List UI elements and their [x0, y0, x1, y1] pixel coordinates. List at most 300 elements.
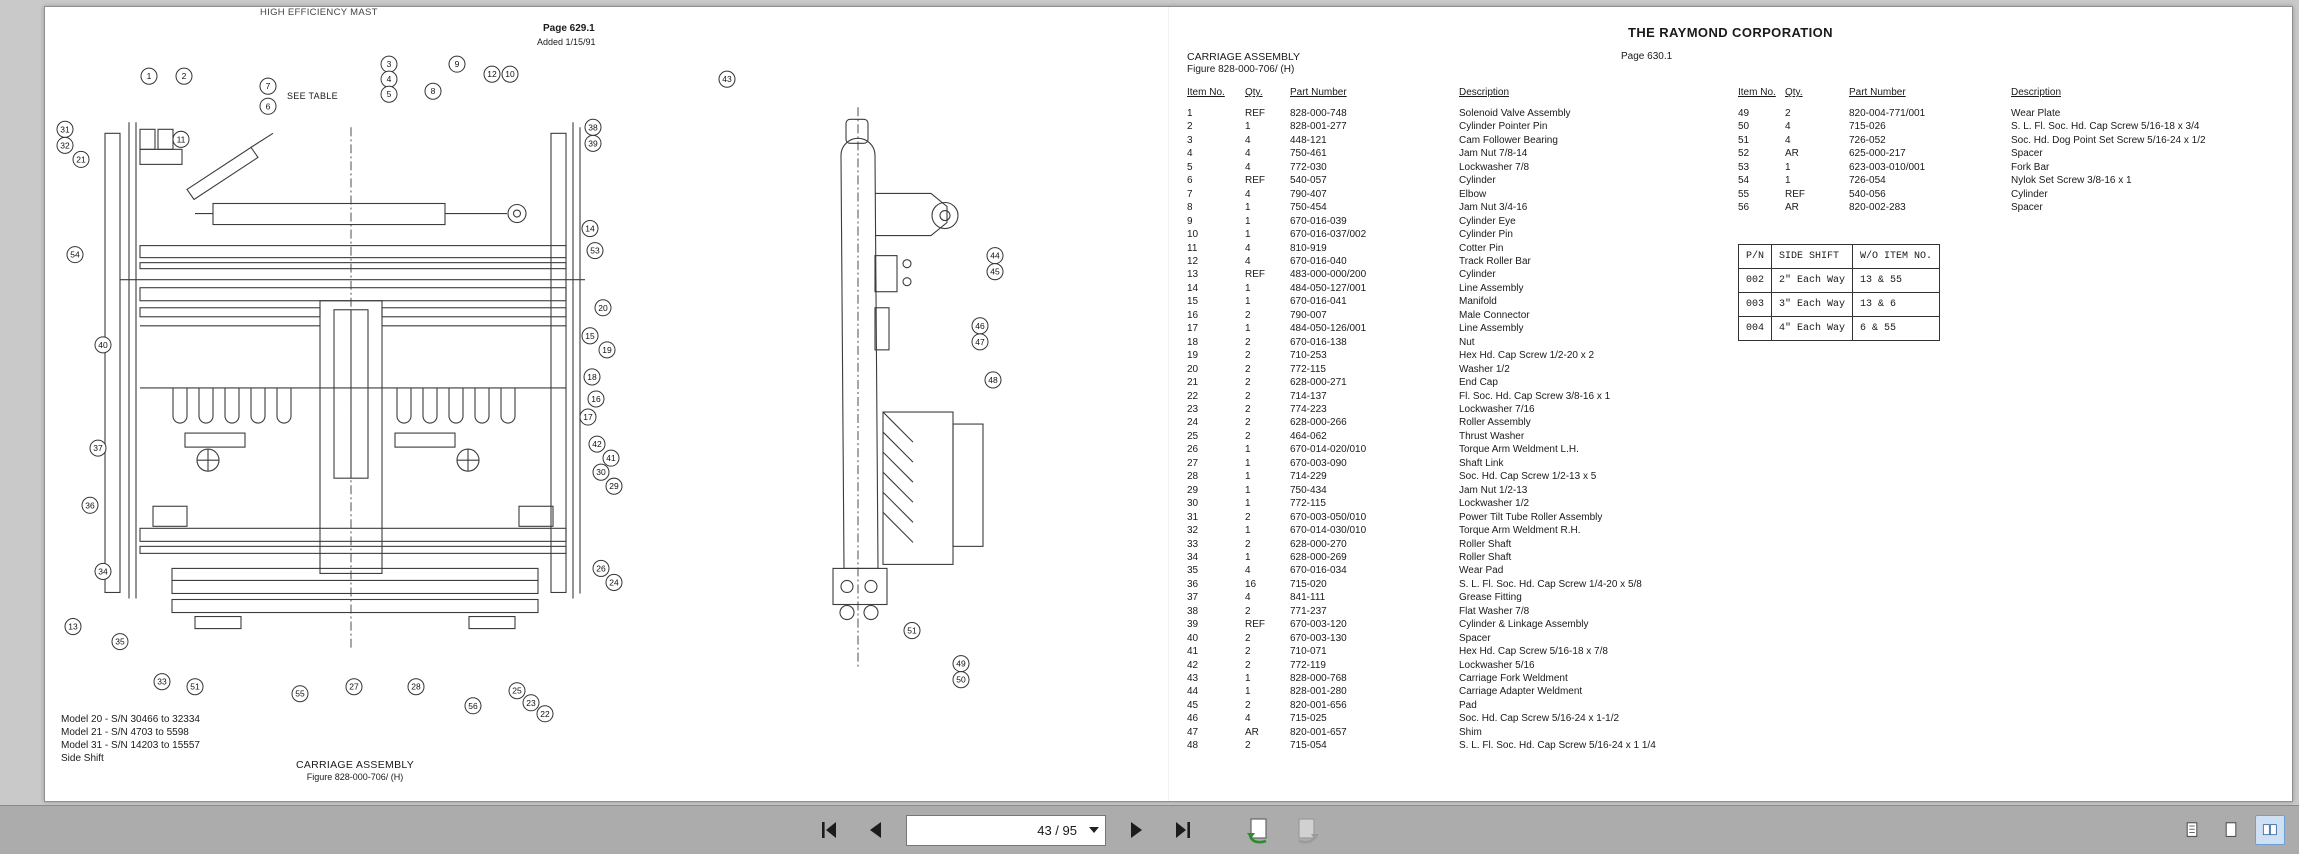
callout-45 — [987, 264, 1003, 280]
figure-caption — [225, 759, 485, 782]
table-cell: 1 — [1245, 551, 1251, 563]
svg-text:50: 50 — [956, 674, 966, 685]
table-cell: 1 — [1245, 686, 1251, 698]
table-cell: 41 — [1187, 646, 1199, 658]
table-cell: 715-025 — [1290, 713, 1327, 725]
table-cell: 2 — [1245, 430, 1251, 442]
table-row — [1187, 470, 2262, 483]
table-row — [1187, 578, 2262, 591]
table-row — [1738, 188, 2283, 201]
table-row — [1187, 564, 2262, 577]
svg-text:11: 11 — [176, 134, 186, 145]
table-cell: 1 — [1245, 525, 1251, 537]
table-cell: 714-137 — [1290, 390, 1327, 402]
svg-text:6: 6 — [265, 101, 271, 112]
callout-12 — [484, 66, 500, 82]
table-row — [1187, 336, 2262, 349]
svg-text:48: 48 — [988, 374, 998, 385]
callout-4 — [381, 71, 397, 87]
table-cell: 4 — [1245, 161, 1251, 173]
model-line: Model 21 - S/N 4703 to 5598 — [61, 727, 189, 738]
table-cell: Jam Nut 3/4-16 — [1459, 202, 1528, 214]
table-row — [1738, 147, 2283, 160]
table-cell: Roller Shaft — [1459, 551, 1512, 563]
table-cell: 771-237 — [1290, 605, 1327, 617]
previous-view-button[interactable] — [1240, 812, 1276, 848]
table-cell: 820-004-771/001 — [1849, 108, 1926, 119]
svg-text:49: 49 — [956, 658, 966, 669]
col-header-qty: Qty. — [1245, 87, 1263, 98]
table-cell: 483-000-000/200 — [1290, 269, 1367, 281]
table-row — [1187, 295, 2262, 308]
table-cell: 24 — [1187, 417, 1199, 429]
table-cell: 16 — [1245, 578, 1257, 590]
table-row — [1187, 443, 2262, 456]
svg-text:18: 18 — [587, 371, 597, 382]
callout-17 — [580, 409, 596, 425]
next-page-button[interactable] — [1119, 813, 1153, 847]
svg-text:36: 36 — [85, 500, 95, 511]
table-row — [1187, 605, 2262, 618]
table-cell: 2" Each Way — [1772, 269, 1853, 293]
table-cell: 2 — [1245, 605, 1251, 617]
table-cell: Roller Assembly — [1459, 417, 1531, 429]
svg-text:13: 13 — [68, 621, 78, 632]
callout-43 — [719, 71, 735, 87]
table-row — [1187, 712, 2262, 725]
single-page-view-button[interactable] — [2216, 815, 2246, 845]
callout-6 — [260, 98, 276, 114]
page-dropdown-icon[interactable] — [1089, 827, 1099, 833]
table-cell: 10 — [1187, 229, 1199, 241]
table-cell: 18 — [1187, 336, 1199, 348]
table-cell: Cam Follower Bearing — [1459, 134, 1558, 146]
first-page-button[interactable] — [812, 813, 846, 847]
svg-text:8: 8 — [430, 86, 436, 97]
table-cell: 56 — [1738, 202, 1750, 214]
callout-15 — [582, 328, 598, 344]
table-row — [1738, 120, 2283, 133]
table-cell: 1 — [1245, 444, 1251, 456]
manual-page-630 — [1168, 7, 2292, 801]
table-cell: 715-020 — [1290, 578, 1327, 590]
table-cell: 4" Each Way — [1772, 317, 1853, 341]
table-row — [1187, 699, 2262, 712]
table-cell: 16 — [1187, 309, 1199, 321]
table-cell: Jam Nut 1/2-13 — [1459, 484, 1528, 496]
facing-pages-view-icon — [2262, 819, 2278, 841]
table-row — [1187, 215, 2262, 228]
table-cell: 33 — [1187, 538, 1199, 550]
svg-text:5: 5 — [386, 89, 392, 100]
table-cell: 2 — [1245, 309, 1251, 321]
table-cell: 628-000-271 — [1290, 377, 1347, 389]
table-cell: 2 — [1245, 699, 1251, 711]
callout-49 — [953, 656, 969, 672]
table-cell: Carriage Fork Weldment — [1459, 673, 1568, 685]
table-cell: 540-056 — [1849, 188, 1886, 200]
table-cell: 4 — [1785, 121, 1791, 133]
svg-text:28: 28 — [411, 681, 421, 692]
table-cell: Lockwasher 7/8 — [1459, 161, 1530, 173]
table-cell: 5 — [1187, 161, 1193, 173]
table-cell: 1 — [1245, 215, 1251, 227]
revision-date-label: Added 1/15/91 — [537, 37, 596, 47]
table-cell: 670-003-090 — [1290, 457, 1347, 469]
table-cell: Flat Washer 7/8 — [1459, 605, 1530, 617]
table-cell: 53 — [1738, 161, 1750, 173]
table-cell: Soc. Hd. Cap Screw 5/16-24 x 1-1/2 — [1459, 713, 1620, 725]
callout-16 — [588, 391, 604, 407]
table-cell: Shaft Link — [1459, 457, 1504, 469]
table-cell: 1 — [1245, 673, 1251, 685]
callout-41 — [603, 450, 619, 466]
side-shift-header-wo: W/O ITEM NO. — [1853, 245, 1940, 269]
table-cell: Torque Arm Weldment R.H. — [1459, 525, 1581, 537]
next-view-button[interactable] — [1289, 812, 1325, 848]
table-cell: 1 — [1245, 323, 1251, 335]
callout-24 — [606, 574, 622, 590]
svg-text:34: 34 — [98, 566, 108, 577]
svg-text:7: 7 — [265, 81, 271, 92]
table-row — [1187, 497, 2262, 510]
see-table-note: SEE TABLE — [287, 91, 338, 101]
previous-page-icon — [865, 819, 887, 841]
model-list — [61, 713, 200, 765]
table-cell: Pad — [1459, 699, 1477, 711]
table-cell: 2 — [1245, 659, 1251, 671]
table-cell: Carriage Adapter Weldment — [1459, 686, 1583, 698]
table-row — [1187, 672, 2262, 685]
table-cell: Track Roller Bar — [1459, 255, 1531, 267]
svg-text:45: 45 — [990, 266, 1000, 277]
previous-page-button[interactable] — [859, 813, 893, 847]
table-cell: 004 — [1739, 317, 1772, 341]
table-cell: 2 — [1245, 377, 1251, 389]
table-cell: 36 — [1187, 578, 1199, 590]
callout-18 — [584, 369, 600, 385]
table-cell: 670-003-050/010 — [1290, 511, 1367, 523]
table-cell: 55 — [1738, 188, 1750, 200]
continuous-view-button[interactable] — [2177, 815, 2207, 845]
callout-23 — [523, 695, 539, 711]
table-cell: 750-454 — [1290, 202, 1327, 214]
assembly-title: CARRIAGE ASSEMBLY — [1187, 51, 1301, 63]
callout-33 — [154, 674, 170, 690]
callout-31 — [57, 121, 73, 137]
callout-28 — [408, 679, 424, 695]
table-row — [1738, 134, 2283, 147]
table-cell: Cylinder & Linkage Assembly — [1459, 619, 1589, 631]
table-cell: 9 — [1187, 215, 1193, 227]
table-row — [1187, 349, 2262, 362]
table-cell: 670-016-039 — [1290, 215, 1347, 227]
table-cell: 715-054 — [1290, 740, 1327, 752]
table-row — [1187, 551, 2262, 564]
table-row — [1187, 645, 2262, 658]
table-row — [1187, 282, 2262, 295]
table-cell: 670-016-041 — [1290, 296, 1347, 308]
callout-35 — [112, 634, 128, 650]
table-row — [1187, 228, 2262, 241]
table-cell: Male Connector — [1459, 309, 1530, 321]
callout-5 — [381, 86, 397, 102]
table-cell: 8 — [1187, 202, 1193, 214]
table-row — [1739, 293, 1940, 317]
side-shift-body — [1739, 269, 1940, 341]
facing-pages-view-button[interactable] — [2255, 815, 2285, 845]
table-cell: 484-050-126/001 — [1290, 323, 1367, 335]
callout-48 — [985, 372, 1001, 388]
table-cell: 4 — [1245, 713, 1251, 725]
table-row — [1738, 161, 2283, 174]
callout-51 — [187, 679, 203, 695]
col-header-description: Description — [1459, 87, 1510, 98]
pdf-document-spread — [44, 6, 2293, 802]
table-row — [1187, 659, 2262, 672]
table-cell: 4 — [1245, 134, 1251, 146]
callout-56 — [465, 698, 481, 714]
table-cell: 820-001-656 — [1290, 699, 1347, 711]
svg-text:14: 14 — [585, 223, 595, 234]
table-cell: Cylinder — [2011, 188, 2048, 200]
table-cell: Power Tilt Tube Roller Assembly — [1459, 511, 1603, 523]
callout-29 — [606, 478, 622, 494]
company-header: THE RAYMOND CORPORATION — [1628, 25, 1833, 40]
table-cell: Cylinder Eye — [1459, 215, 1516, 227]
svg-text:10: 10 — [505, 69, 515, 80]
table-cell: 35 — [1187, 565, 1199, 577]
table-cell: 12 — [1187, 255, 1199, 267]
table-cell: 628-000-270 — [1290, 538, 1347, 550]
col-header-item-no: Item No. — [1738, 87, 1776, 98]
svg-text:29: 29 — [609, 481, 619, 492]
svg-text:12: 12 — [487, 69, 497, 80]
table-row — [1187, 416, 2262, 429]
table-cell: 25 — [1187, 430, 1199, 442]
table-cell: REF — [1245, 269, 1265, 281]
table-cell: 13 & 6 — [1853, 293, 1940, 317]
table-cell: 464-062 — [1290, 430, 1327, 442]
table-cell: Shim — [1459, 726, 1482, 738]
svg-text:38: 38 — [588, 122, 598, 133]
callout-21 — [73, 151, 89, 167]
diagram-linework — [105, 107, 983, 668]
running-header: HIGH EFFICIENCY MAST — [260, 7, 378, 18]
table-row — [1738, 107, 2283, 120]
callout-46 — [972, 318, 988, 334]
svg-text:17: 17 — [583, 412, 593, 423]
last-page-icon — [1172, 819, 1194, 841]
table-cell: 34 — [1187, 551, 1199, 563]
table-cell: 810-919 — [1290, 242, 1327, 254]
side-shift-header-pn: P/N — [1739, 245, 1772, 269]
table-cell: 6 & 55 — [1853, 317, 1940, 341]
table-cell: 2 — [1245, 538, 1251, 550]
svg-text:27: 27 — [349, 681, 359, 692]
callout-8 — [425, 83, 441, 99]
callout-25 — [509, 683, 525, 699]
col-header-description: Description — [2011, 87, 2062, 98]
callout-2 — [176, 68, 192, 84]
svg-text:30: 30 — [596, 467, 606, 478]
table-cell: Washer 1/2 — [1459, 363, 1510, 375]
table-cell: Elbow — [1459, 188, 1487, 200]
table-cell: AR — [1245, 726, 1259, 738]
table-cell: 1 — [1245, 457, 1251, 469]
callout-26 — [593, 560, 609, 576]
table-cell: Line Assembly — [1459, 282, 1524, 294]
table-cell: 13 & 55 — [1853, 269, 1940, 293]
table-cell: 1 — [1245, 498, 1251, 510]
table-cell: Lockwasher 1/2 — [1459, 498, 1530, 510]
table-cell: Soc. Hd. Dog Point Set Screw 5/16-24 x 1/2 — [2011, 134, 2206, 146]
next-page-icon — [1125, 819, 1147, 841]
table-cell: 20 — [1187, 363, 1199, 375]
side-shift-header-shift: SIDE SHIFT — [1772, 245, 1853, 269]
svg-text:2: 2 — [181, 71, 187, 82]
table-cell: Manifold — [1459, 296, 1497, 308]
table-cell: 1 — [1785, 175, 1791, 187]
callout-50 — [953, 672, 969, 688]
table-cell: S. L. Fl. Soc. Hd. Cap Screw 5/16-18 x 3/4 — [2011, 121, 2200, 133]
callout-30 — [593, 464, 609, 480]
callout-47 — [972, 334, 988, 350]
table-cell: 828-000-768 — [1290, 673, 1347, 685]
callout-13 — [65, 619, 81, 635]
col-header-item-no: Item No. — [1187, 87, 1225, 98]
table-cell: Lockwasher 7/16 — [1459, 403, 1535, 415]
svg-text:26: 26 — [596, 563, 606, 574]
table-cell: 28 — [1187, 471, 1199, 483]
svg-text:21: 21 — [76, 154, 86, 165]
col-header-qty: Qty. — [1785, 87, 1803, 98]
table-cell: 14 — [1187, 282, 1199, 294]
callout-1 — [141, 68, 157, 84]
svg-text:19: 19 — [602, 344, 612, 355]
table-cell: 790-407 — [1290, 188, 1327, 200]
table-cell: 540-057 — [1290, 175, 1327, 187]
table-cell: 1 — [1245, 296, 1251, 308]
svg-text:15: 15 — [585, 330, 595, 341]
table-cell: 710-253 — [1290, 350, 1327, 362]
svg-text:53: 53 — [590, 245, 600, 256]
table-cell: 2 — [1245, 403, 1251, 415]
callout-37 — [90, 440, 106, 456]
table-cell: 43 — [1187, 673, 1199, 685]
table-cell: Wear Plate — [2011, 108, 2061, 119]
table-row — [1187, 726, 2262, 739]
next-view-icon — [1293, 816, 1321, 844]
table-cell: Cylinder — [1459, 269, 1496, 281]
callout-51 — [904, 623, 920, 639]
table-cell: 2 — [1245, 363, 1251, 375]
continuous-view-icon — [2184, 819, 2200, 841]
table-cell: AR — [1785, 148, 1799, 160]
svg-text:55: 55 — [295, 688, 305, 699]
table-cell: 003 — [1739, 293, 1772, 317]
table-cell: 2 — [1245, 646, 1251, 658]
last-page-button[interactable] — [1166, 813, 1200, 847]
svg-text:39: 39 — [588, 138, 598, 149]
svg-text:46: 46 — [975, 320, 985, 331]
table-cell: 52 — [1738, 148, 1750, 160]
table-cell: 11 — [1187, 242, 1198, 254]
table-cell: 750-461 — [1290, 148, 1327, 160]
table-cell: 30 — [1187, 498, 1199, 510]
callout-7 — [260, 78, 276, 94]
table-cell: 13 — [1187, 269, 1199, 281]
table-cell: 670-014-030/010 — [1290, 525, 1367, 537]
callout-27 — [346, 679, 362, 695]
col-header-part-number: Part Number — [1290, 87, 1347, 98]
table-row — [1187, 322, 2262, 335]
table-cell: 750-434 — [1290, 484, 1327, 496]
table-cell: 772-115 — [1290, 498, 1326, 510]
table-cell: 772-119 — [1290, 659, 1326, 671]
table-cell: 22 — [1187, 390, 1199, 402]
table-cell: Torque Arm Weldment L.H. — [1459, 444, 1579, 456]
page-number-input[interactable] — [906, 815, 1106, 846]
table-cell: 27 — [1187, 457, 1199, 469]
table-cell: Fl. Soc. Hd. Cap Screw 3/8-16 x 1 — [1459, 390, 1611, 402]
callout-34 — [95, 563, 111, 579]
table-cell: 726-054 — [1849, 175, 1886, 187]
table-cell: 40 — [1187, 632, 1199, 644]
table-cell: 726-052 — [1849, 134, 1886, 146]
svg-text:33: 33 — [157, 676, 167, 687]
table-cell: Hex Hd. Cap Screw 1/2-20 x 2 — [1459, 350, 1595, 362]
table-cell: 2 — [1187, 121, 1193, 133]
svg-text:24: 24 — [609, 577, 619, 588]
table-row — [1187, 376, 2262, 389]
table-cell: 1 — [1245, 121, 1251, 133]
table-cell: Soc. Hd. Cap Screw 1/2-13 x 5 — [1459, 471, 1597, 483]
table-cell: 48 — [1187, 740, 1199, 752]
table-cell: 37 — [1187, 592, 1199, 604]
svg-text:3: 3 — [386, 59, 392, 70]
table-cell: 38 — [1187, 605, 1199, 617]
table-cell: 39 — [1187, 619, 1199, 631]
table-cell: Line Assembly — [1459, 323, 1524, 335]
svg-text:22: 22 — [540, 708, 550, 719]
table-cell: REF — [1245, 619, 1265, 631]
table-cell: 1 — [1245, 229, 1251, 241]
callout-38 — [585, 119, 601, 135]
svg-text:1: 1 — [146, 71, 152, 82]
table-row — [1738, 174, 2283, 187]
table-cell: 2 — [1245, 350, 1251, 362]
table-cell: S. L. Fl. Soc. Hd. Cap Screw 1/4-20 x 5/8 — [1459, 578, 1642, 590]
callout-55 — [292, 686, 308, 702]
table-cell: Spacer — [2011, 148, 2043, 160]
table-cell: 17 — [1187, 323, 1199, 335]
callout-19 — [599, 342, 615, 358]
table-cell: 623-003-010/001 — [1849, 161, 1926, 173]
table-cell: 15 — [1187, 296, 1199, 308]
callout-14 — [582, 221, 598, 237]
table-cell: 49 — [1738, 108, 1750, 119]
callout-10 — [502, 66, 518, 82]
table-cell: 828-001-280 — [1290, 686, 1347, 698]
table-cell: 26 — [1187, 444, 1199, 456]
table-row — [1187, 363, 2262, 376]
table-cell: 7 — [1187, 188, 1193, 200]
svg-text:51: 51 — [190, 681, 200, 692]
table-cell: 46 — [1187, 713, 1199, 725]
svg-text:44: 44 — [990, 250, 1000, 261]
page-navigation-group — [812, 806, 1325, 854]
